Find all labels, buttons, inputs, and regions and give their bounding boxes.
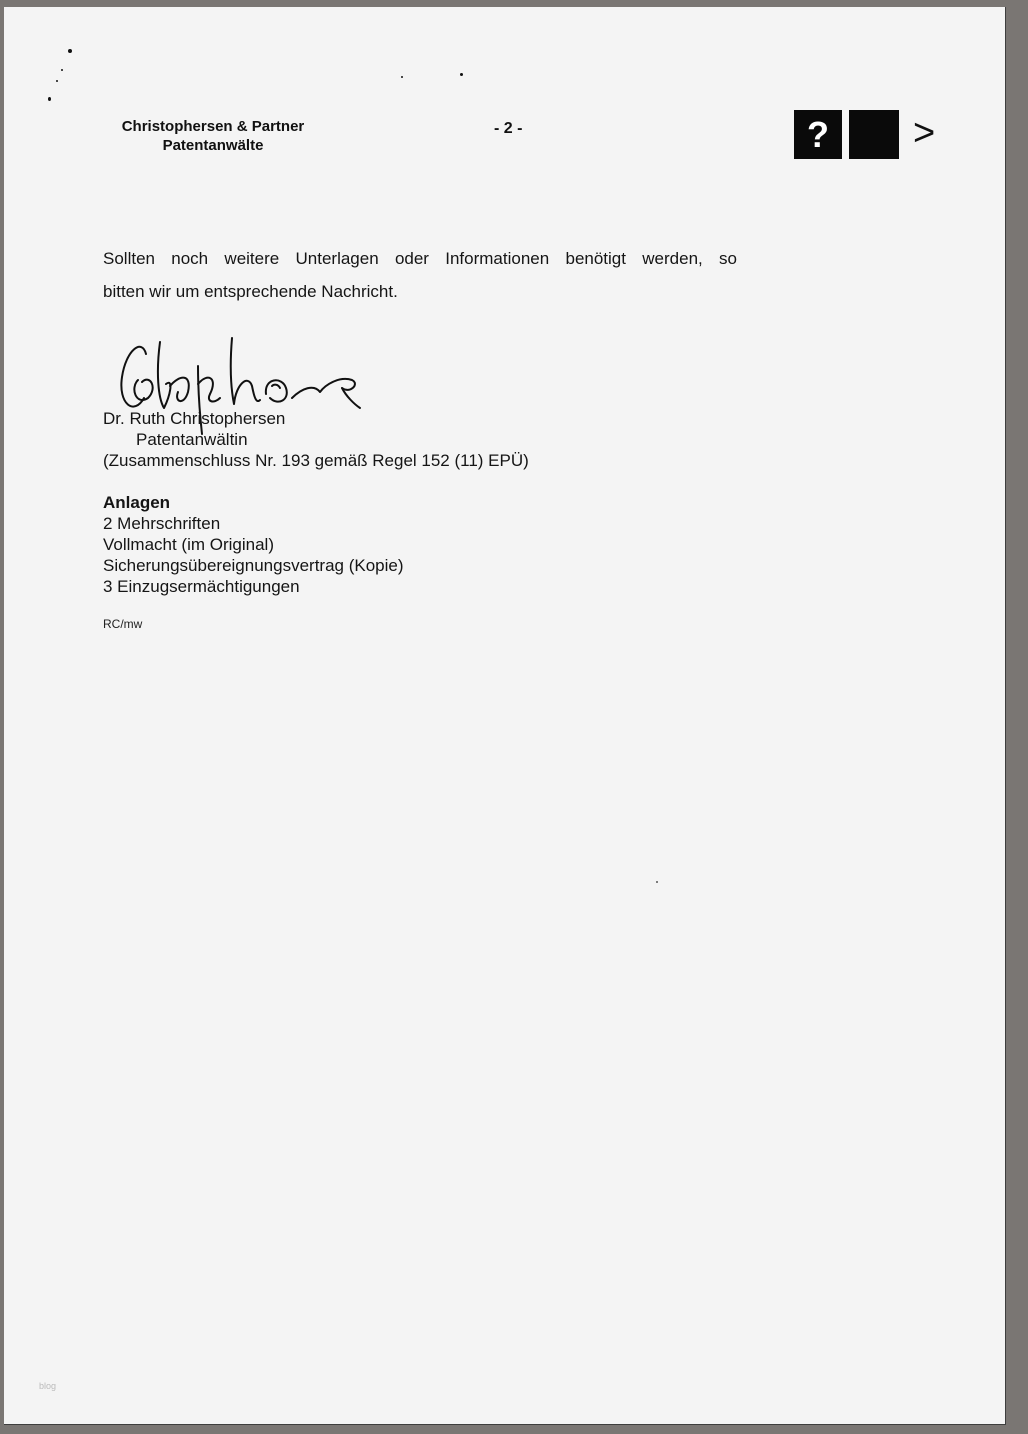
body-paragraph-line1: Sollten noch weitere Unterlagen oder Informationen benötigt werden, so [103,249,737,268]
signatory-name: Dr. Ruth Christophersen [103,409,286,428]
scan-speck [56,80,58,82]
signatory-title: Patentanwältin [136,430,248,449]
scan-speck [401,76,403,78]
document-page [4,7,1006,1425]
scan-speck [68,49,72,53]
watermark: blog [39,1381,57,1391]
page-number: - 2 - [494,120,523,137]
enclosure-item: 3 Einzugsermächtigungen [103,577,300,596]
scan-speck [48,97,51,101]
firm-subtitle: Patentanwälte [162,137,264,154]
enclosure-item: Sicherungsübereignungsvertrag (Kopie) [103,556,404,575]
enclosures-heading: Anlagen [103,493,171,512]
scan-speck [61,69,63,71]
scan-speck [460,73,463,76]
signatory-association: (Zusammenschluss Nr. 193 gemäß Regel 152 (11) EPÜ) [103,451,529,470]
scan-speck [656,881,658,883]
question-mark-box: ? [794,110,842,159]
body-paragraph-line2: bitten wir um entsprechende Nachricht. [103,282,398,301]
enclosure-item: 2 Mehrschriften [103,514,221,533]
black-box [849,110,899,159]
arrow-right-icon: > [913,112,936,154]
reference-initials: RC/mw [103,617,143,631]
enclosure-item: Vollmacht (im Original) [103,535,274,554]
firm-name: Christophersen & Partner [121,118,305,135]
